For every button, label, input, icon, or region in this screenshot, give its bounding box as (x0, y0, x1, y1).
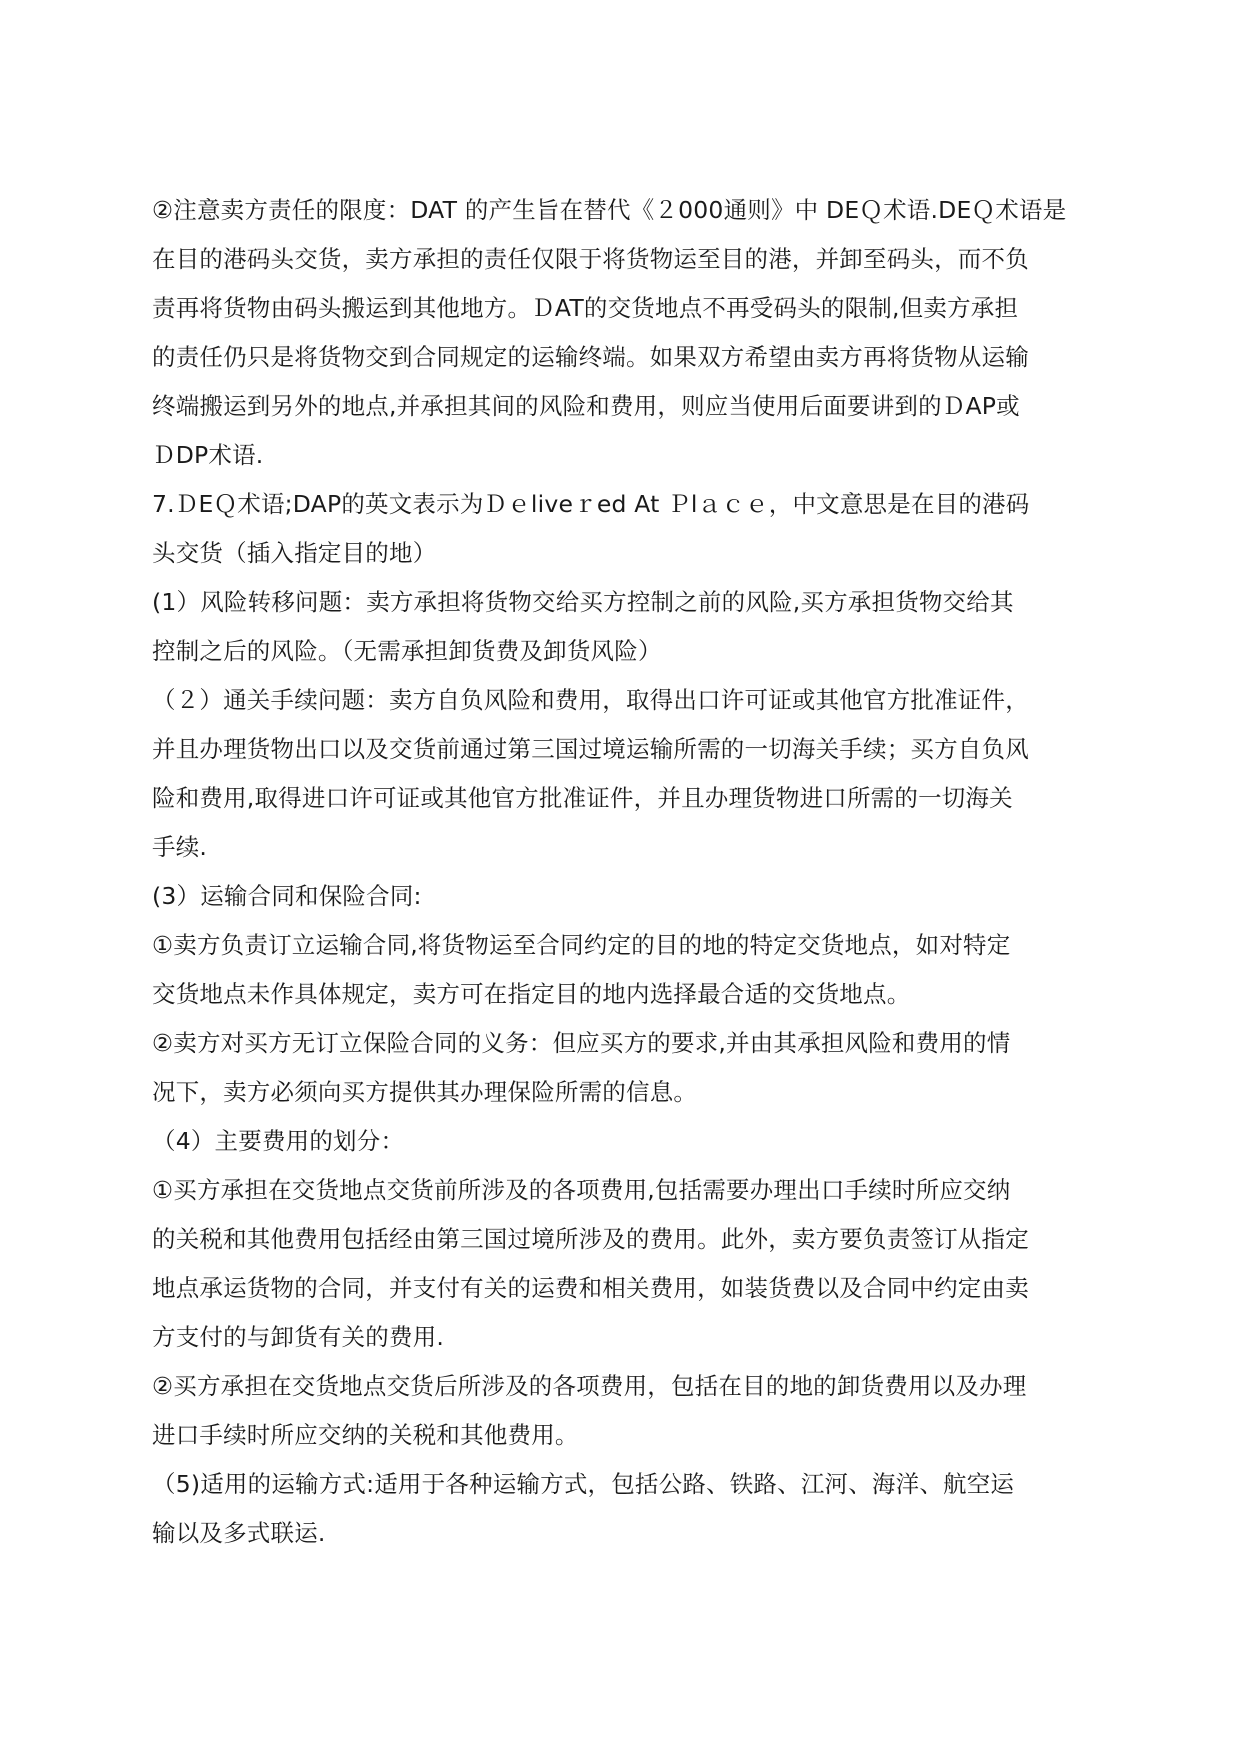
text-line: 手续. (152, 833, 208, 861)
text-line: 的关税和其他费用包括经由第三国过境所涉及的费用。此外，卖方要负责签订从指定 (152, 1225, 1029, 1253)
subsection-heading: （２）通关手续问题：卖方自负风险和费用，取得出口许可证或其他官方批准证件， (152, 686, 1029, 714)
text-line: 在目的港码头交货，卖方承担的责任仅限于将货物运至目的港，并卸至码头，而不负 (152, 245, 1029, 273)
text-line: 地点承运货物的合同，并支付有关的运费和相关费用，如装货费以及合同中约定由卖 (152, 1274, 1029, 1302)
text-line: ②注意卖方责任的限度：DAT 的产生旨在替代《２000通则》中 DEＱ术语.DEＱ术语是 (152, 196, 1067, 224)
text-line: 的责任仍只是将货物交到合同规定的运输终端。如果双方希望由卖方再将货物从运输 (152, 343, 1029, 371)
section-heading: 7.ＤEＱ术语;DAP的英文表示为Ｄｅliveｒed At Ｐlａｃｅ，中文意思是在目的港码 (152, 490, 1030, 518)
text-line: 方支付的与卸货有关的费用. (152, 1323, 445, 1351)
text-line: ②买方承担在交货地点交货后所涉及的各项费用，包括在目的地的卸货费用以及办理 (152, 1372, 1027, 1400)
subsection-heading: (1）风险转移问题：卖方承担将货物交给买方控制之前的风险,买方承担货物交给其 (152, 588, 1014, 616)
text-line: 险和费用,取得进口许可证或其他官方批准证件，并且办理货物进口所需的一切海关 (152, 784, 1013, 812)
text-line: ＤDP术语. (152, 441, 264, 469)
text-line: 责再将货物由码头搬运到其他地方。ＤAT的交货地点不再受码头的限制,但卖方承担 (152, 294, 1019, 322)
text-line: 头交货（插入指定目的地） (152, 539, 437, 567)
text-line: ②卖方对买方无订立保险合同的义务：但应买方的要求,并由其承担风险和费用的情 (152, 1029, 1011, 1057)
text-line: ①买方承担在交货地点交货前所涉及的各项费用,包括需要办理出口手续时所应交纳 (152, 1176, 1011, 1204)
text-line: ①卖方负责订立运输合同,将货物运至合同约定的目的地的特定交货地点，如对特定 (152, 931, 1011, 959)
text-line: 进口手续时所应交纳的关税和其他费用。 (152, 1421, 579, 1449)
text-line: 输以及多式联运. (152, 1519, 326, 1547)
subsection-heading: （5)适用的运输方式:适用于各种运输方式，包括公路、铁路、江河、海洋、航空运 (152, 1470, 1015, 1498)
text-line: 交货地点未作具体规定，卖方可在指定目的地内选择最合适的交货地点。 (152, 980, 911, 1008)
subsection-heading: (3）运输合同和保险合同: (152, 882, 422, 910)
text-line: 终端搬运到另外的地点,并承担其间的风险和费用，则应当使用后面要讲到的ＤAP或 (152, 392, 1020, 420)
text-line: 控制之后的风险。（无需承担卸货费及卸货风险） (152, 637, 662, 665)
document-body (152, 186, 1087, 1558)
text-line: 并且办理货物出口以及交货前通过第三国过境运输所需的一切海关手续；买方自负风 (152, 735, 1029, 763)
subsection-heading: （4）主要费用的划分： (152, 1127, 405, 1155)
text-line: 况下，卖方必须向买方提供其办理保险所需的信息。 (152, 1078, 698, 1106)
